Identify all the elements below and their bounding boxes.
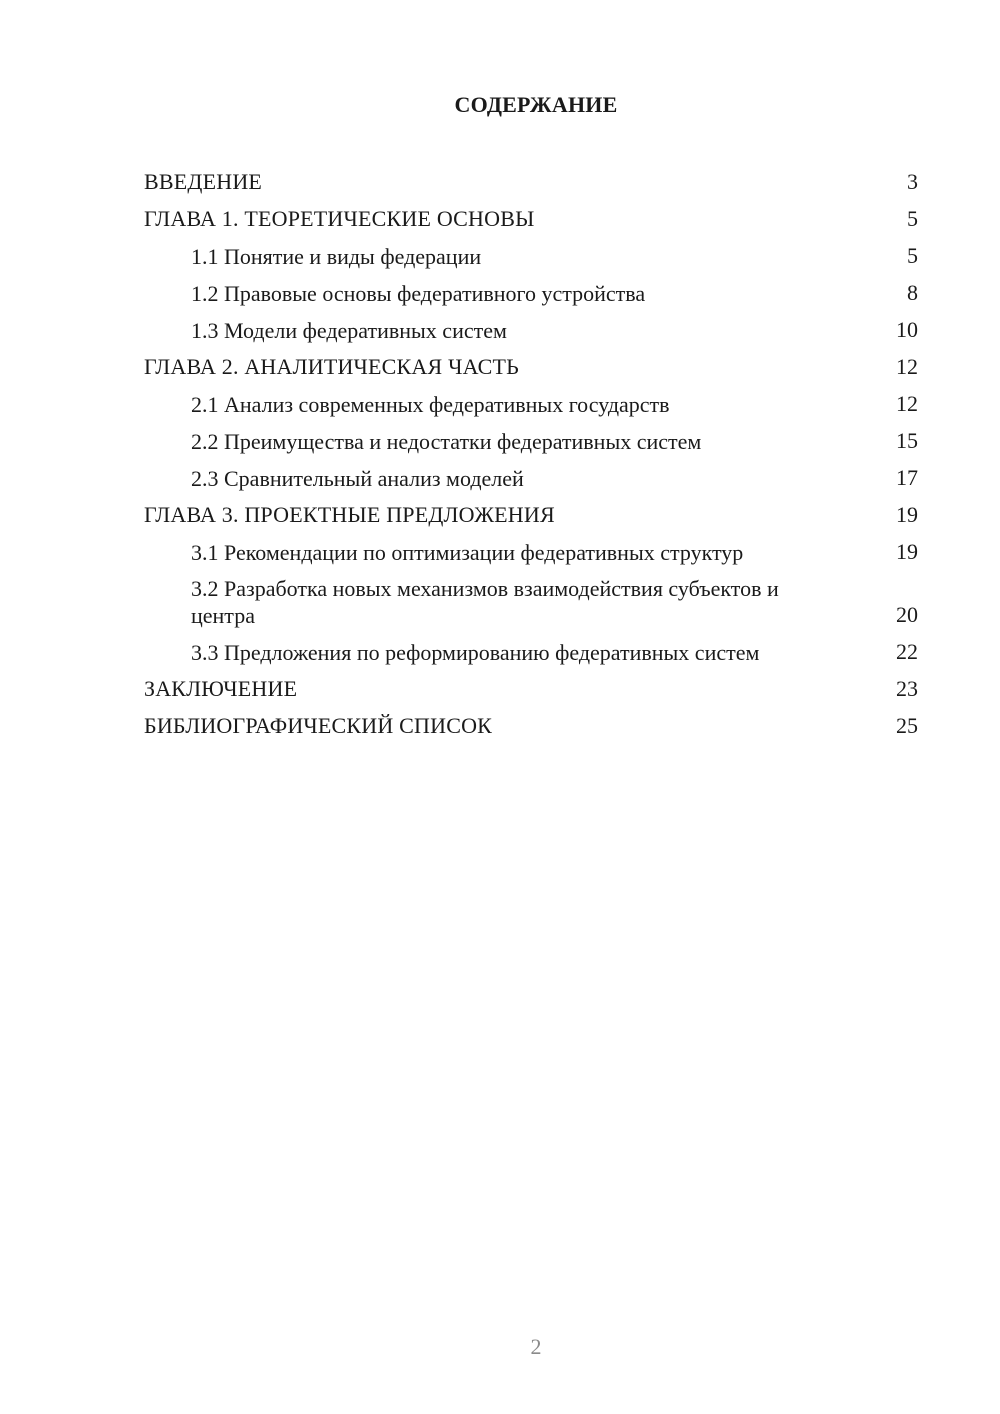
toc-subentry[interactable] <box>144 279 918 307</box>
page-number: 2 <box>530 1334 542 1359</box>
toc-subentry-page: 8 <box>907 280 918 305</box>
toc-subentry[interactable] <box>144 390 918 418</box>
toc-entry[interactable] <box>144 205 918 233</box>
toc-entry[interactable] <box>144 712 918 740</box>
toc-subentry-page: 10 <box>896 317 918 342</box>
toc-entry-page: 5 <box>907 206 918 231</box>
toc-subentry-title: 2.3 Сравнительный анализ моделей <box>191 466 524 491</box>
toc-entry-title: ВВЕДЕНИЕ <box>144 169 263 194</box>
toc-subentry-title: 3.1 Рекомендации по оптимизации федеративных структур <box>191 540 744 565</box>
toc-subentry-title: 1.3 Модели федеративных систем <box>191 318 507 343</box>
toc-entry[interactable] <box>144 501 918 529</box>
toc-subentry-title: 2.1 Анализ современных федеративных государств <box>191 392 670 417</box>
toc-subentry-page: 17 <box>896 465 918 490</box>
toc-subentry-page: 20 <box>896 602 918 627</box>
toc-entry-title: ГЛАВА 1. ТЕОРЕТИЧЕСКИЕ ОСНОВЫ <box>144 206 535 231</box>
toc-entry-page: 12 <box>896 354 918 379</box>
toc-subentry-title: 1.1 Понятие и виды федерации <box>191 244 482 269</box>
toc-entry-page: 3 <box>907 169 918 194</box>
toc-subentry-title: 2.2 Преимущества и недостатки федеративных систем <box>191 429 702 454</box>
toc-subentry-title: 3.3 Предложения по реформированию федеративных систем <box>191 640 760 665</box>
toc-subentry[interactable] <box>144 427 918 455</box>
toc-entry-title: ГЛАВА 3. ПРОЕКТНЫЕ ПРЕДЛОЖЕНИЯ <box>144 502 555 527</box>
toc-entry[interactable] <box>144 675 918 703</box>
toc-entry-page: 19 <box>896 502 918 527</box>
toc-entry[interactable] <box>144 353 918 381</box>
toc-subentry-page: 15 <box>896 428 918 453</box>
toc-subentry[interactable] <box>144 575 918 629</box>
toc-subentry-page: 5 <box>907 243 918 268</box>
toc-entry[interactable] <box>144 168 918 196</box>
toc-subentry-page: 19 <box>896 539 918 564</box>
toc-entry-title: БИБЛИОГРАФИЧЕСКИЙ СПИСОК <box>144 713 493 738</box>
toc-subentry[interactable] <box>144 242 918 270</box>
toc-entry-page: 23 <box>896 676 918 701</box>
toc-subentry[interactable] <box>144 538 918 566</box>
toc-subentry-title: 3.2 Разработка новых механизмов взаимодействия субъектов и центра <box>191 576 779 628</box>
toc-subentry-page: 12 <box>896 391 918 416</box>
table-of-contents <box>144 168 918 749</box>
toc-subentry[interactable] <box>144 464 918 492</box>
toc-entry-title: ГЛАВА 2. АНАЛИТИЧЕСКАЯ ЧАСТЬ <box>144 354 519 379</box>
page-title: СОДЕРЖАНИЕ <box>454 92 618 117</box>
toc-subentry[interactable] <box>144 638 918 666</box>
toc-subentry[interactable] <box>144 316 918 344</box>
toc-entry-page: 25 <box>896 713 918 738</box>
toc-subentry-page: 22 <box>896 639 918 664</box>
toc-subentry-title: 1.2 Правовые основы федеративного устройства <box>191 281 646 306</box>
toc-entry-title: ЗАКЛЮЧЕНИЕ <box>144 676 298 701</box>
